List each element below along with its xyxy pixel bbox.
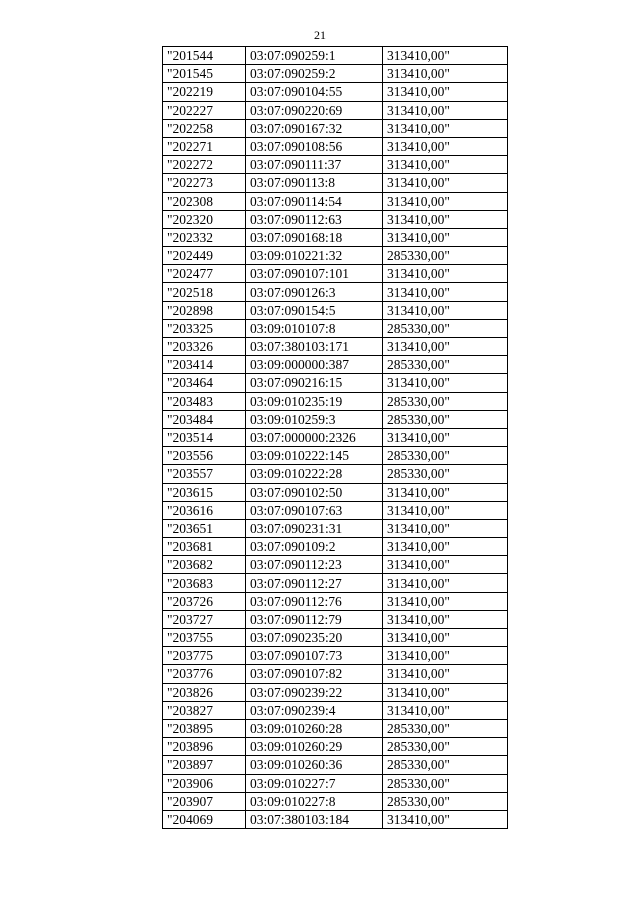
amount-cell: 313410,00" [383,83,508,101]
row-id-cell: "203325 [163,319,246,337]
amount-cell: 313410,00" [383,192,508,210]
row-id-cell: "203556 [163,447,246,465]
page-number: 21 [314,28,326,42]
row-id-cell: "203775 [163,647,246,665]
row-id-cell: "203651 [163,519,246,537]
row-id-cell: "203727 [163,610,246,628]
amount-cell: 313410,00" [383,119,508,137]
amount-cell: 313410,00" [383,683,508,701]
row-id-cell: "203906 [163,774,246,792]
row-id-cell: "203682 [163,556,246,574]
cadastral-number-cell: 03:07:090220:69 [246,101,383,119]
row-id-cell: "203616 [163,501,246,519]
cadastral-number-cell: 03:07:090112:76 [246,592,383,610]
amount-cell: 313410,00" [383,501,508,519]
table-row [163,810,508,828]
cadastral-number-cell: 03:07:090107:63 [246,501,383,519]
amount-cell: 285330,00" [383,447,508,465]
cadastral-number-cell: 03:07:090107:73 [246,647,383,665]
amount-cell: 313410,00" [383,101,508,119]
cadastral-number-cell: 03:07:090112:79 [246,610,383,628]
table-row [163,501,508,519]
table-row [163,119,508,137]
row-id-cell: "202273 [163,174,246,192]
table-row [163,683,508,701]
cadastral-number-cell: 03:07:090154:5 [246,301,383,319]
cadastral-number-cell: 03:09:010260:36 [246,756,383,774]
table-row [163,156,508,174]
row-id-cell: "203726 [163,592,246,610]
amount-cell: 313410,00" [383,810,508,828]
amount-cell: 285330,00" [383,792,508,810]
cadastral-number-cell: 03:09:010222:28 [246,465,383,483]
amount-cell: 285330,00" [383,319,508,337]
amount-cell: 285330,00" [383,774,508,792]
table-row [163,792,508,810]
row-id-cell: "203326 [163,338,246,356]
table-row [163,465,508,483]
row-id-cell: "203483 [163,392,246,410]
cadastral-number-cell: 03:07:090235:20 [246,629,383,647]
cadastral-number-cell: 03:09:010107:8 [246,319,383,337]
amount-cell: 313410,00" [383,210,508,228]
table-row [163,392,508,410]
table-row [163,228,508,246]
amount-cell: 285330,00" [383,756,508,774]
cadastral-number-cell: 03:07:090259:1 [246,47,383,65]
cadastral-number-cell: 03:07:380103:171 [246,338,383,356]
cadastral-number-cell: 03:07:090231:31 [246,519,383,537]
amount-cell: 313410,00" [383,538,508,556]
row-id-cell: "203776 [163,665,246,683]
table-row [163,210,508,228]
amount-cell: 313410,00" [383,338,508,356]
cadastral-number-cell: 03:09:010227:8 [246,792,383,810]
cadastral-number-cell: 03:07:090108:56 [246,137,383,155]
amount-cell: 313410,00" [383,483,508,501]
row-id-cell: "203895 [163,719,246,737]
table-row [163,719,508,737]
cadastral-number-cell: 03:07:090167:32 [246,119,383,137]
table-row [163,301,508,319]
data-table [162,46,508,829]
table-row [163,65,508,83]
table-row [163,319,508,337]
table-row [163,447,508,465]
amount-cell: 313410,00" [383,556,508,574]
row-id-cell: "202320 [163,210,246,228]
cadastral-number-cell: 03:07:090239:4 [246,701,383,719]
cadastral-number-cell: 03:09:010259:3 [246,410,383,428]
table-row [163,556,508,574]
amount-cell: 285330,00" [383,356,508,374]
table-row [163,137,508,155]
table-row [163,283,508,301]
row-id-cell: "204069 [163,810,246,828]
amount-cell: 313410,00" [383,574,508,592]
table-row [163,47,508,65]
amount-cell: 313410,00" [383,265,508,283]
amount-cell: 313410,00" [383,47,508,65]
table-row [163,83,508,101]
cadastral-number-cell: 03:07:090113:8 [246,174,383,192]
cadastral-number-cell: 03:07:090259:2 [246,65,383,83]
table-row [163,647,508,665]
table-body [163,47,508,829]
cadastral-number-cell: 03:07:090104:55 [246,83,383,101]
row-id-cell: "202271 [163,137,246,155]
row-id-cell: "202518 [163,283,246,301]
table-row [163,629,508,647]
row-id-cell: "202272 [163,156,246,174]
amount-cell: 313410,00" [383,65,508,83]
row-id-cell: "201545 [163,65,246,83]
table-row [163,665,508,683]
amount-cell: 313410,00" [383,665,508,683]
cadastral-number-cell: 03:07:090112:63 [246,210,383,228]
cadastral-number-cell: 03:07:000000:2326 [246,428,383,446]
table-row [163,756,508,774]
table-row [163,574,508,592]
cadastral-number-cell: 03:07:090107:82 [246,665,383,683]
row-id-cell: "203557 [163,465,246,483]
row-id-cell: "203755 [163,629,246,647]
row-id-cell: "203414 [163,356,246,374]
table-row [163,265,508,283]
cadastral-number-cell: 03:07:090109:2 [246,538,383,556]
table-row [163,774,508,792]
amount-cell: 313410,00" [383,156,508,174]
amount-cell: 285330,00" [383,392,508,410]
table-row [163,338,508,356]
table-row [163,410,508,428]
cadastral-number-cell: 03:07:090168:18 [246,228,383,246]
table-row [163,247,508,265]
row-id-cell: "201544 [163,47,246,65]
cadastral-number-cell: 03:07:090239:22 [246,683,383,701]
cadastral-number-cell: 03:09:010227:7 [246,774,383,792]
row-id-cell: "203907 [163,792,246,810]
row-id-cell: "202898 [163,301,246,319]
cadastral-number-cell: 03:07:380103:184 [246,810,383,828]
cadastral-number-cell: 03:07:090112:27 [246,574,383,592]
row-id-cell: "203683 [163,574,246,592]
row-id-cell: "203896 [163,738,246,756]
row-id-cell: "203514 [163,428,246,446]
amount-cell: 313410,00" [383,647,508,665]
table-row [163,174,508,192]
amount-cell: 313410,00" [383,610,508,628]
cadastral-number-cell: 03:07:090114:54 [246,192,383,210]
cadastral-number-cell: 03:09:010260:29 [246,738,383,756]
amount-cell: 313410,00" [383,374,508,392]
cadastral-number-cell: 03:07:090126:3 [246,283,383,301]
amount-cell: 313410,00" [383,301,508,319]
amount-cell: 313410,00" [383,519,508,537]
row-id-cell: "202308 [163,192,246,210]
table-row [163,701,508,719]
amount-cell: 313410,00" [383,137,508,155]
table-row [163,428,508,446]
cadastral-number-cell: 03:07:090216:15 [246,374,383,392]
amount-cell: 313410,00" [383,228,508,246]
amount-cell: 313410,00" [383,592,508,610]
row-id-cell: "202477 [163,265,246,283]
amount-cell: 313410,00" [383,701,508,719]
cadastral-number-cell: 03:09:000000:387 [246,356,383,374]
cadastral-number-cell: 03:07:090107:101 [246,265,383,283]
table-row [163,738,508,756]
table-row [163,538,508,556]
table-row [163,483,508,501]
amount-cell: 285330,00" [383,719,508,737]
cadastral-number-cell: 03:09:010221:32 [246,247,383,265]
amount-cell: 313410,00" [383,283,508,301]
row-id-cell: "202227 [163,101,246,119]
row-id-cell: "203615 [163,483,246,501]
row-id-cell: "203827 [163,701,246,719]
row-id-cell: "203681 [163,538,246,556]
row-id-cell: "202258 [163,119,246,137]
table-row [163,192,508,210]
table-row [163,592,508,610]
amount-cell: 313410,00" [383,428,508,446]
amount-cell: 285330,00" [383,465,508,483]
row-id-cell: "203464 [163,374,246,392]
amount-cell: 313410,00" [383,629,508,647]
amount-cell: 285330,00" [383,247,508,265]
amount-cell: 285330,00" [383,410,508,428]
table-row [163,519,508,537]
table-row [163,374,508,392]
table-row [163,610,508,628]
amount-cell: 285330,00" [383,738,508,756]
table-row [163,356,508,374]
amount-cell: 313410,00" [383,174,508,192]
row-id-cell: "202449 [163,247,246,265]
row-id-cell: "203826 [163,683,246,701]
cadastral-number-cell: 03:07:090111:37 [246,156,383,174]
row-id-cell: "202332 [163,228,246,246]
row-id-cell: "203484 [163,410,246,428]
cadastral-number-cell: 03:09:010235:19 [246,392,383,410]
cadastral-number-cell: 03:07:090112:23 [246,556,383,574]
cadastral-number-cell: 03:09:010260:28 [246,719,383,737]
row-id-cell: "202219 [163,83,246,101]
row-id-cell: "203897 [163,756,246,774]
table-row [163,101,508,119]
cadastral-number-cell: 03:09:010222:145 [246,447,383,465]
cadastral-number-cell: 03:07:090102:50 [246,483,383,501]
